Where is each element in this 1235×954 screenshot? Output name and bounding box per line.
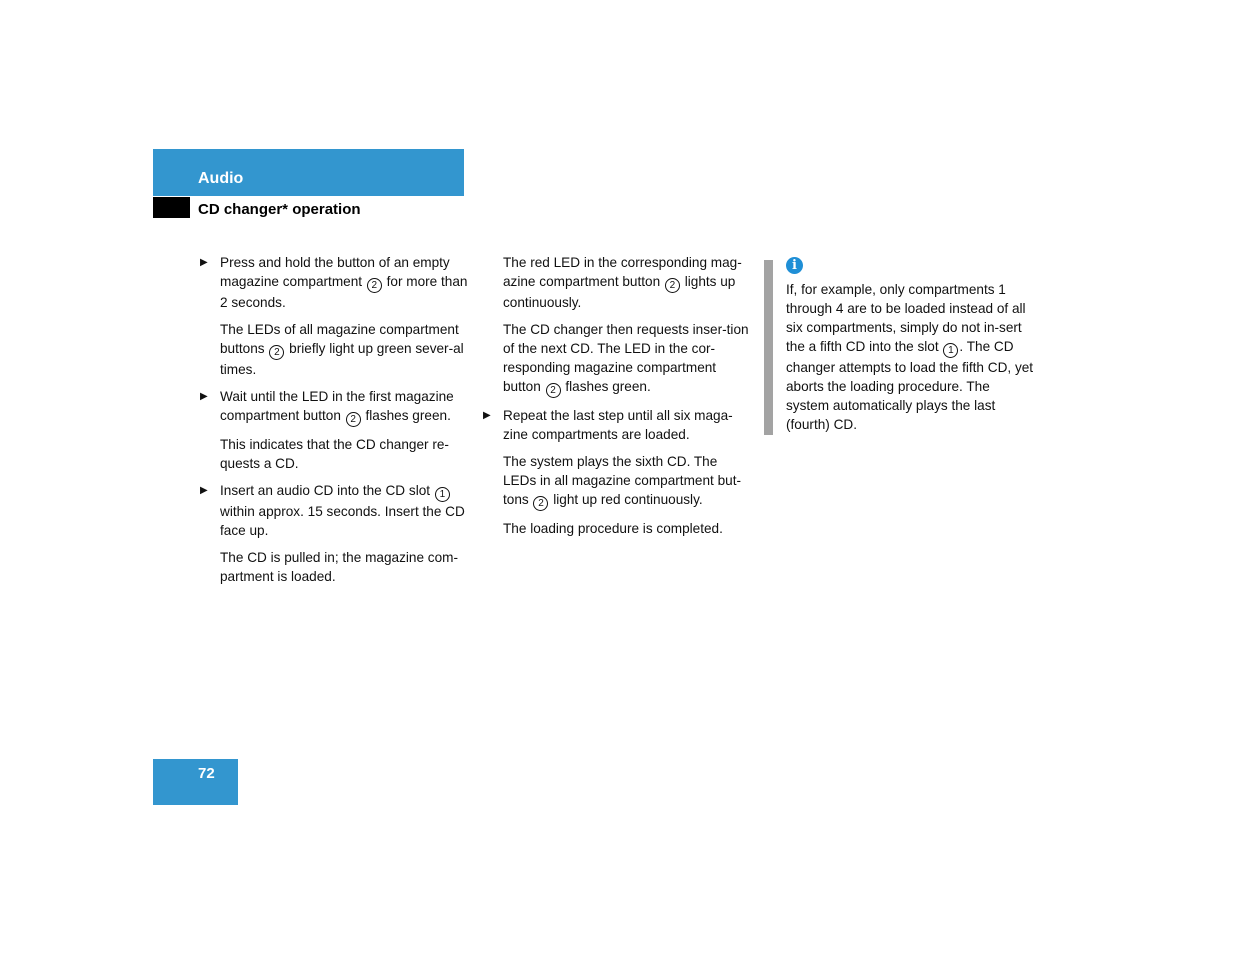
instruction-step: ▶ Wait until the LED in the first magazine compartment button 2 flashes green. [200, 389, 454, 425]
instruction-step: ▶ Repeat the last step until all six maga-zine compartments are loaded. [483, 408, 733, 442]
callout-number: 2 [346, 412, 361, 427]
section-title: Audio [198, 170, 244, 187]
info-sidebar-bar [764, 260, 773, 435]
page-number: 72 [198, 765, 215, 782]
callout-number: 1 [943, 343, 958, 358]
result-text: The LEDs of all magazine compartment buttons 2 briefly light up green sever-al times. [220, 322, 464, 377]
result-text: The red LED in the corresponding mag-azine compartment button 2 lights up continuously. [503, 255, 742, 310]
result-text: The system plays the sixth CD. The LEDs in all magazine compartment but-tons 2 light up red continuously. [503, 454, 741, 509]
callout-number: 1 [435, 487, 450, 502]
callout-number: 2 [665, 278, 680, 293]
instruction-step: ▶ Press and hold the button of an empty magazine compartment 2 for more than 2 seconds. [200, 255, 468, 310]
info-note [786, 257, 1036, 442]
result-text: The CD changer then requests inser-tion of the next CD. The LED in the cor-responding magazine compartment button 2 flashes green. [503, 322, 749, 396]
callout-number: 2 [533, 496, 548, 511]
result-text: The loading procedure is completed. [503, 521, 723, 536]
column-2 [481, 253, 751, 546]
subsection-title: CD changer* operation [198, 201, 361, 218]
step-arrow-icon: ▶ [200, 391, 208, 402]
instruction-step: ▶ Insert an audio CD into the CD slot 1 within approx. 15 seconds. Insert the CD face up. [200, 483, 465, 538]
column-1 [198, 253, 468, 594]
info-icon: i [786, 257, 803, 274]
page-number-box [153, 759, 238, 805]
info-text: If, for example, only compartments 1 through 4 are to be loaded instead of all six compartments, simply do not in-sert the a fifth CD into the slot 1 . The CD changer attempts to load the fifth CD, yet aborts the loading procedure. The system automatically plays the last (fourth) CD. [786, 282, 1034, 432]
result-text: The CD is pulled in; the magazine com-partment is loaded. [220, 550, 458, 584]
subsection-marker [153, 197, 190, 218]
callout-number: 2 [546, 383, 561, 398]
callout-number: 2 [367, 278, 382, 293]
callout-number: 2 [269, 345, 284, 360]
step-arrow-icon: ▶ [200, 485, 208, 496]
result-text: This indicates that the CD changer re-quests a CD. [220, 437, 449, 471]
step-arrow-icon: ▶ [483, 410, 491, 421]
step-arrow-icon: ▶ [200, 257, 208, 268]
